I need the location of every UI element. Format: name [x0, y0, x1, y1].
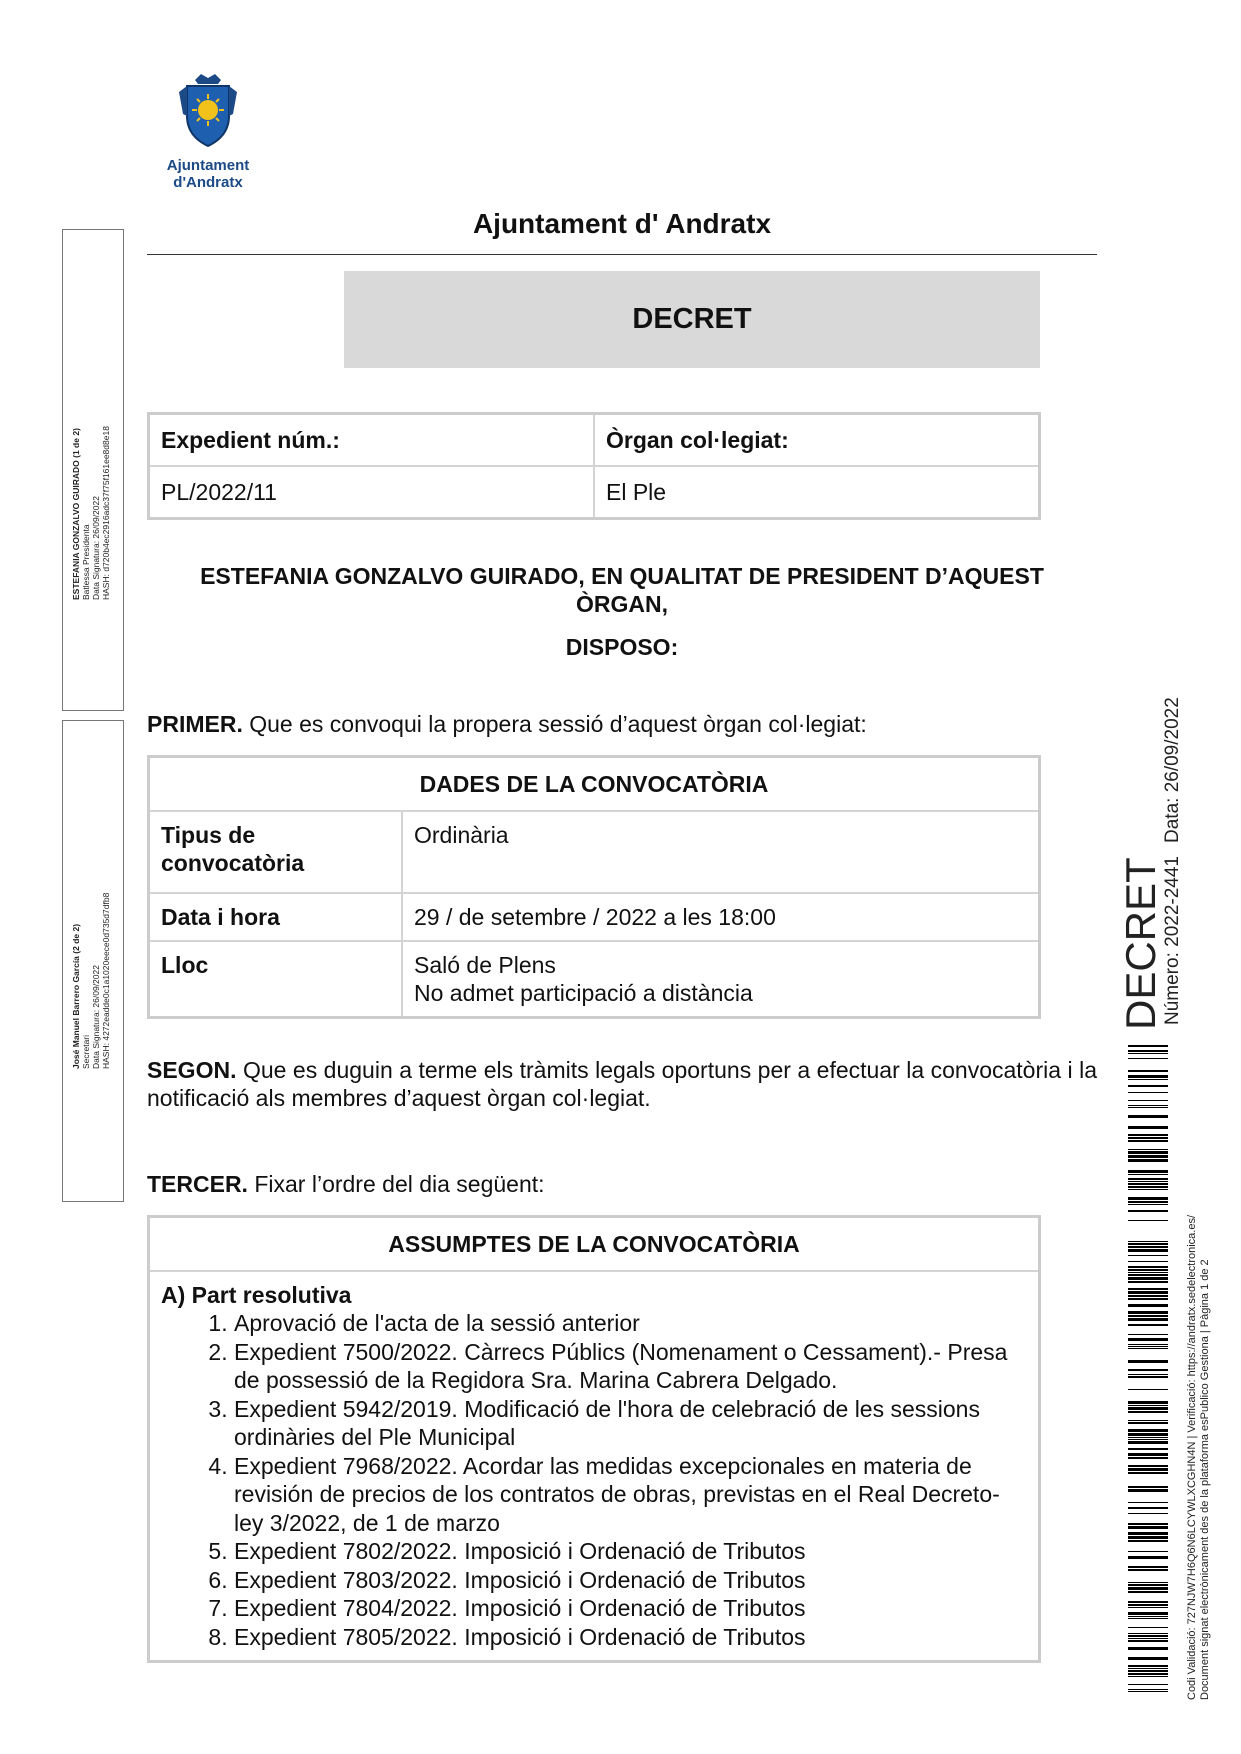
barcode-stripe [1128, 1186, 1168, 1188]
barcode-stripe [1128, 1261, 1168, 1262]
barcode-stripe [1128, 1566, 1168, 1568]
lloc-remote-note: No admet participació a distància [414, 980, 753, 1006]
barcode-stripe [1128, 1149, 1168, 1150]
barcode-stripe [1128, 1591, 1168, 1593]
barcode-stripe [1128, 1584, 1168, 1586]
barcode-stripe [1128, 1295, 1168, 1297]
barcode-stripe [1128, 1246, 1168, 1248]
barcode-stripe [1128, 1189, 1168, 1190]
barcode-stripe [1128, 1465, 1168, 1467]
barcode-stripe [1128, 1220, 1168, 1221]
primer-label: PRIMER. [147, 711, 243, 737]
segon-label: SEGON. [147, 1057, 237, 1083]
barcode-stripe [1128, 1441, 1168, 1444]
barcode-stripe [1128, 1053, 1168, 1054]
signature-box-2 [62, 720, 124, 1202]
table-row [149, 941, 1040, 1018]
barcode-stripe [1128, 1551, 1168, 1552]
stamp-data: Data: 26/09/2022 [1162, 697, 1183, 843]
barcode-stripe [1128, 1429, 1168, 1432]
barcode-stripe [1128, 1311, 1168, 1314]
barcode-stripe [1128, 1178, 1168, 1180]
barcode-icon [1128, 1045, 1168, 1693]
list-item: 6. Expedient 7803/2022. Imposició i Ordenació de Tributos [234, 1566, 1027, 1595]
barcode-stripe [1128, 1376, 1168, 1378]
barcode-stripe [1128, 1472, 1168, 1474]
segon-text: Que es duguin a terme els tràmits legals oportuns per a efectuar la convocatòria i la notificació als membres d’aquest òrgan col·legiat. [147, 1057, 1097, 1111]
data-hora-value: 29 / de setembre / 2022 a les 18:00 [402, 893, 1040, 941]
header-title: Ajuntament d' Andratx [472, 208, 772, 239]
barcode-stripe [1128, 1155, 1168, 1158]
barcode-stripe [1128, 1210, 1168, 1212]
barcode-stripe [1128, 1665, 1168, 1667]
part-title: A) Part resolutiva [161, 1282, 352, 1308]
barcode-stripe [1128, 1266, 1168, 1268]
barcode-stripe [1128, 1411, 1168, 1413]
logo-text-line2: d'Andratx [173, 174, 243, 191]
barcode-stripe [1128, 1437, 1168, 1438]
tercer-text: Fixar l’ordre del dia següent: [247, 1171, 545, 1197]
signature-1-date: Data Signatura: 26/09/2022 [91, 496, 101, 600]
barcode-stripe [1128, 1360, 1168, 1363]
barcode-stripe [1128, 1288, 1168, 1290]
organ-value: El Ple [594, 466, 1040, 519]
convocatoria-table [147, 755, 1041, 1019]
barcode-stripe [1128, 1489, 1168, 1492]
barcode-stripe [1128, 1183, 1168, 1185]
barcode-stripe [1128, 1070, 1168, 1072]
signature-1-hash: HASH: d720b4ec2916adc37f75f161ee8d8e18 [101, 426, 111, 600]
barcode-stripe [1128, 1657, 1168, 1660]
barcode-stripe [1128, 1540, 1168, 1542]
barcode-stripe [1128, 1346, 1168, 1347]
barcode-stripe [1128, 1627, 1168, 1628]
signature-1-text [71, 426, 111, 600]
signature-2-text [71, 893, 111, 1069]
barcode-stripe [1128, 1181, 1168, 1182]
barcode-stripe [1128, 1676, 1168, 1677]
stamp-doc-type: DECRET [1117, 857, 1164, 1030]
barcode-stripe [1128, 1085, 1168, 1087]
signature-1-name: ESTEFANIA GONZALVO GUIRADO (1 de 2) [71, 428, 81, 600]
list-item: 4. Expedient 7968/2022. Acordar las medidas excepcionales en materia de revisión de precios de los contratos de obras, previstas en el Real Decreto-ley 3/2022, de 1 de marzo [234, 1452, 1027, 1538]
table-row [149, 893, 1040, 941]
barcode-stripe [1128, 1348, 1168, 1349]
barcode-stripe [1128, 1513, 1168, 1514]
barcode-stripe [1128, 1277, 1168, 1280]
barcode-stripe [1128, 1502, 1168, 1503]
barcode-stripe [1128, 1344, 1168, 1345]
signature-2-role: Secretari [81, 1034, 91, 1069]
barcode-stripe [1128, 1318, 1168, 1321]
tercer-label: TERCER. [147, 1171, 248, 1197]
table-row [149, 757, 1040, 812]
stamp-validation [1186, 1215, 1212, 1700]
barcode-stripe [1128, 1126, 1168, 1129]
barcode-stripe [1128, 1304, 1168, 1307]
barcode-stripe [1128, 1607, 1168, 1608]
barcode-stripe [1128, 1243, 1168, 1245]
table-row [149, 1217, 1040, 1272]
barcode-stripe [1128, 1389, 1168, 1390]
barcode-stripe [1128, 1453, 1168, 1456]
barcode-stripe [1128, 1616, 1168, 1617]
organ-label: Òrgan col·legiat: [594, 414, 1040, 467]
barcode-stripe [1128, 1281, 1168, 1283]
barcode-stripe [1128, 1407, 1168, 1410]
barcode-stripe [1128, 1684, 1168, 1685]
barcode-stripe [1128, 1170, 1168, 1173]
barcode-stripe [1128, 1604, 1168, 1606]
barcode-stripe [1128, 1640, 1168, 1642]
barcode-stripe [1128, 1569, 1168, 1571]
header-divider [147, 254, 1097, 255]
barcode-stripe [1128, 1159, 1168, 1162]
barcode-stripe [1128, 1374, 1168, 1375]
expedient-value: PL/2022/11 [149, 466, 595, 519]
barcode-stripe [1128, 1486, 1168, 1488]
barcode-stripe [1128, 1457, 1168, 1459]
barcode-stripe [1128, 1601, 1168, 1603]
barcode-stripe [1128, 1274, 1168, 1276]
barcode-stripe [1128, 1638, 1168, 1639]
barcode-stripe [1128, 1197, 1168, 1200]
barcode-stripe [1128, 1105, 1168, 1106]
barcode-stripe [1128, 1691, 1168, 1692]
barcode-stripe [1128, 1140, 1168, 1142]
barcode-stripe [1128, 1420, 1168, 1421]
assumptes-body [149, 1271, 1040, 1662]
barcode-stripe [1128, 1201, 1168, 1203]
barcode-stripe [1128, 1137, 1168, 1139]
barcode-stripe [1128, 1291, 1168, 1294]
assumptes-title: ASSUMPTES DE LA CONVOCATÒRIA [149, 1217, 1040, 1272]
lloc-value [402, 941, 1040, 1018]
barcode-stripe [1128, 1689, 1168, 1690]
barcode-stripe [1128, 1673, 1168, 1675]
barcode-stripe [1128, 1298, 1168, 1300]
lloc-place: Saló de Plens [414, 952, 556, 978]
barcode-stripe [1128, 1115, 1168, 1118]
barcode-stripe [1128, 1401, 1168, 1404]
list-item: 5. Expedient 7802/2022. Imposició i Ordenació de Tributos [234, 1537, 1027, 1566]
town-logo [158, 70, 258, 190]
agenda-list [161, 1309, 1027, 1651]
barcode-stripe [1128, 1468, 1168, 1471]
expedient-table [147, 412, 1041, 520]
barcode-stripe [1128, 1618, 1168, 1619]
stamp-validation-line2: Document signat electrònicament des de la plataforma esPublico Gestiona | Pàgina 1 de 2 [1199, 1259, 1211, 1700]
barcode-stripe [1128, 1338, 1168, 1341]
signature-1-role: Batlessa Presidenta [81, 524, 91, 600]
barcode-stripe [1128, 1079, 1168, 1080]
barcode-stripe [1128, 1556, 1168, 1559]
barcode-stripe [1128, 1670, 1168, 1672]
barcode-stripe [1128, 1507, 1168, 1509]
barcode-stripe [1128, 1448, 1168, 1450]
stamp-numero: Número: 2022-2441 [1162, 856, 1183, 1025]
barcode-stripe [1128, 1204, 1168, 1205]
barcode-stripe [1128, 1422, 1168, 1424]
expedient-label: Expedient núm.: [149, 414, 595, 467]
table-row [149, 414, 1040, 467]
barcode-stripe [1128, 1324, 1168, 1326]
barcode-stripe [1128, 1249, 1168, 1252]
barcode-stripe [1128, 1269, 1168, 1271]
barcode-stripe [1128, 1633, 1168, 1634]
disposo-heading: DISPOSO: [565, 634, 679, 660]
list-item: 3. Expedient 5942/2019. Modificació de l'hora de celebració de les sessions ordinàries del Ple Municipal [234, 1395, 1027, 1452]
logo-text [158, 157, 258, 191]
barcode-stripe [1128, 1536, 1168, 1539]
logo-text-line1: Ajuntament [166, 157, 250, 174]
barcode-stripe [1128, 1405, 1168, 1406]
barcode-stripe [1128, 1092, 1168, 1093]
president-statement [147, 562, 1097, 618]
primer-paragraph [147, 710, 1097, 738]
barcode-stripe [1128, 1255, 1168, 1256]
signature-2-hash: HASH: 4272eadde0c1a1020eece0d735d7dfb8 [101, 892, 111, 1069]
barcode-stripe [1128, 1174, 1168, 1175]
barcode-stripe [1128, 1315, 1168, 1317]
table-row [149, 1271, 1040, 1662]
barcode-stripe [1128, 1058, 1168, 1059]
signature-box-1 [62, 229, 124, 711]
table-row [149, 811, 1040, 893]
stamp-validation-line1: Codi Validació: 727NJW7H6Q6N6LCYWLXCGHN4N | Verificació: https://andratx.sedelectronica.es/ [1186, 1214, 1198, 1700]
barcode-stripe [1128, 1334, 1168, 1335]
doc-type-banner: DECRET [344, 271, 1040, 368]
barcode-stripe [1128, 1635, 1168, 1637]
barcode-stripe [1128, 1045, 1168, 1047]
tipus-label: Tipus de convocatòria [149, 811, 403, 893]
barcode-stripe [1128, 1241, 1168, 1242]
barcode-stripe [1128, 1647, 1168, 1650]
barcode-stripe [1128, 1526, 1168, 1529]
convocatoria-title: DADES DE LA CONVOCATÒRIA [149, 757, 1040, 812]
barcode-stripe [1128, 1668, 1168, 1669]
tipus-value: Ordinària [402, 811, 1040, 893]
president-line1: ESTEFANIA GONZALVO GUIRADO, EN QUALITAT DE PRESIDENT D’AQUEST [200, 563, 1044, 589]
signature-2-date: Data Signatura: 26/09/2022 [91, 965, 101, 1069]
barcode-stripe [1128, 1532, 1168, 1535]
barcode-stripe [1128, 1134, 1168, 1136]
barcode-stripe [1128, 1050, 1168, 1052]
list-item: 7. Expedient 7804/2022. Imposició i Ordenació de Tributos [234, 1594, 1027, 1623]
barcode-stripe [1128, 1369, 1168, 1371]
barcode-stripe [1128, 1587, 1168, 1590]
data-hora-label: Data i hora [149, 893, 403, 941]
table-row [149, 466, 1040, 519]
president-line2: ÒRGAN, [576, 591, 668, 617]
list-item: 2. Expedient 7500/2022. Càrrecs Públics (Nomenament o Cessament).- Presa de possessió de la Regidora Sra. Marina Cabrera Delgado. [234, 1338, 1027, 1395]
barcode-stripe [1128, 1100, 1168, 1101]
coat-of-arms-icon [173, 70, 243, 150]
primer-text: Que es convoqui la propera sessió d’aquest òrgan col·legiat: [242, 711, 867, 737]
lloc-label: Lloc [149, 941, 403, 1018]
barcode-stripe [1128, 1582, 1168, 1583]
list-item: 8. Expedient 7805/2022. Imposició i Ordenació de Tributos [234, 1623, 1027, 1652]
barcode-stripe [1128, 1612, 1168, 1615]
list-item: 1. Aprovació de l'acta de la sessió anterior [234, 1309, 1027, 1338]
barcode-stripe [1128, 1439, 1168, 1440]
barcode-stripe [1128, 1151, 1168, 1154]
barcode-stripe [1128, 1433, 1168, 1436]
barcode-stripe [1128, 1523, 1168, 1525]
tercer-paragraph [147, 1170, 1097, 1198]
assumptes-table [147, 1215, 1041, 1663]
barcode-stripe [1128, 1107, 1168, 1108]
signature-2-name: José Manuel Barrero García (2 de 2) [71, 923, 81, 1069]
barcode-stripe [1128, 1075, 1168, 1078]
barcode-stripe [1128, 1272, 1168, 1273]
segon-paragraph [147, 1056, 1097, 1112]
